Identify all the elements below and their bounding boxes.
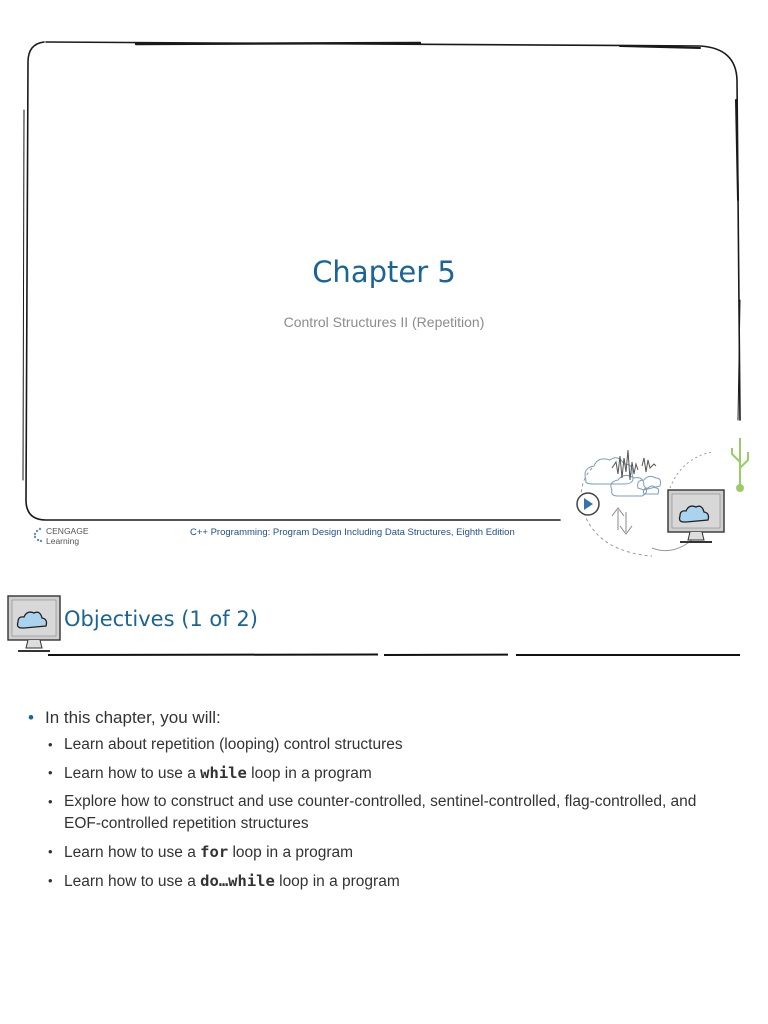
- list-item: • Learn how to use a while loop in a program: [48, 764, 372, 782]
- monitor-cloud-icon: [668, 490, 724, 542]
- item-text-after: loop in a program: [274, 873, 400, 890]
- cloud-network-illustration: [572, 428, 768, 560]
- item-text-after: loop in a program: [246, 765, 372, 782]
- list-item: • Learn how to use a do…while loop in a program: [48, 872, 400, 890]
- lead-text: In this chapter, you will:: [45, 708, 221, 727]
- item-text-before: Learn how to use a: [64, 873, 201, 890]
- code-keyword: do…while: [200, 872, 275, 890]
- list-item: • Learn how to use a for loop in a program: [48, 843, 354, 861]
- lead-bullet: [28, 706, 728, 730]
- monitor-cloud-icon: [6, 594, 62, 654]
- code-keyword: while: [200, 764, 247, 782]
- usb-icon: [732, 438, 748, 491]
- chapter-title: Chapter 5: [312, 255, 456, 289]
- item-text: Explore how to construct and use counter-controlled, sentinel-controlled, flag-controlled, and EOF-controlled repetition structures: [64, 793, 697, 832]
- title-underline: [48, 652, 740, 658]
- cengage-logo: [32, 526, 89, 548]
- book-footer: C++ Programming: Program Design Including Data Structures, Eighth Edition: [190, 527, 515, 538]
- list-item: • Explore how to construct and use counter-controlled, sentinel-controlled, flag-controlled, and EOF-controlled repetition structures: [48, 793, 697, 832]
- objectives-slide: [0, 560, 768, 1024]
- slide-title: Objectives (1 of 2): [64, 607, 258, 631]
- logo-line-1: CENGAGE: [46, 526, 89, 536]
- cengage-logo-icon: [32, 526, 44, 544]
- item-text-before: Learn how to use a: [64, 765, 201, 782]
- logo-line-2: Learning: [46, 536, 80, 546]
- objectives-list: [28, 706, 728, 899]
- item-text-after: loop in a program: [228, 844, 354, 861]
- code-keyword: for: [200, 843, 229, 861]
- list-item: • Learn about repetition (looping) control structures: [48, 736, 403, 753]
- item-text: Learn about repetition (looping) control structures: [64, 736, 403, 753]
- item-text-before: Learn how to use a: [64, 844, 201, 861]
- chapter-subtitle: Control Structures II (Repetition): [283, 314, 485, 330]
